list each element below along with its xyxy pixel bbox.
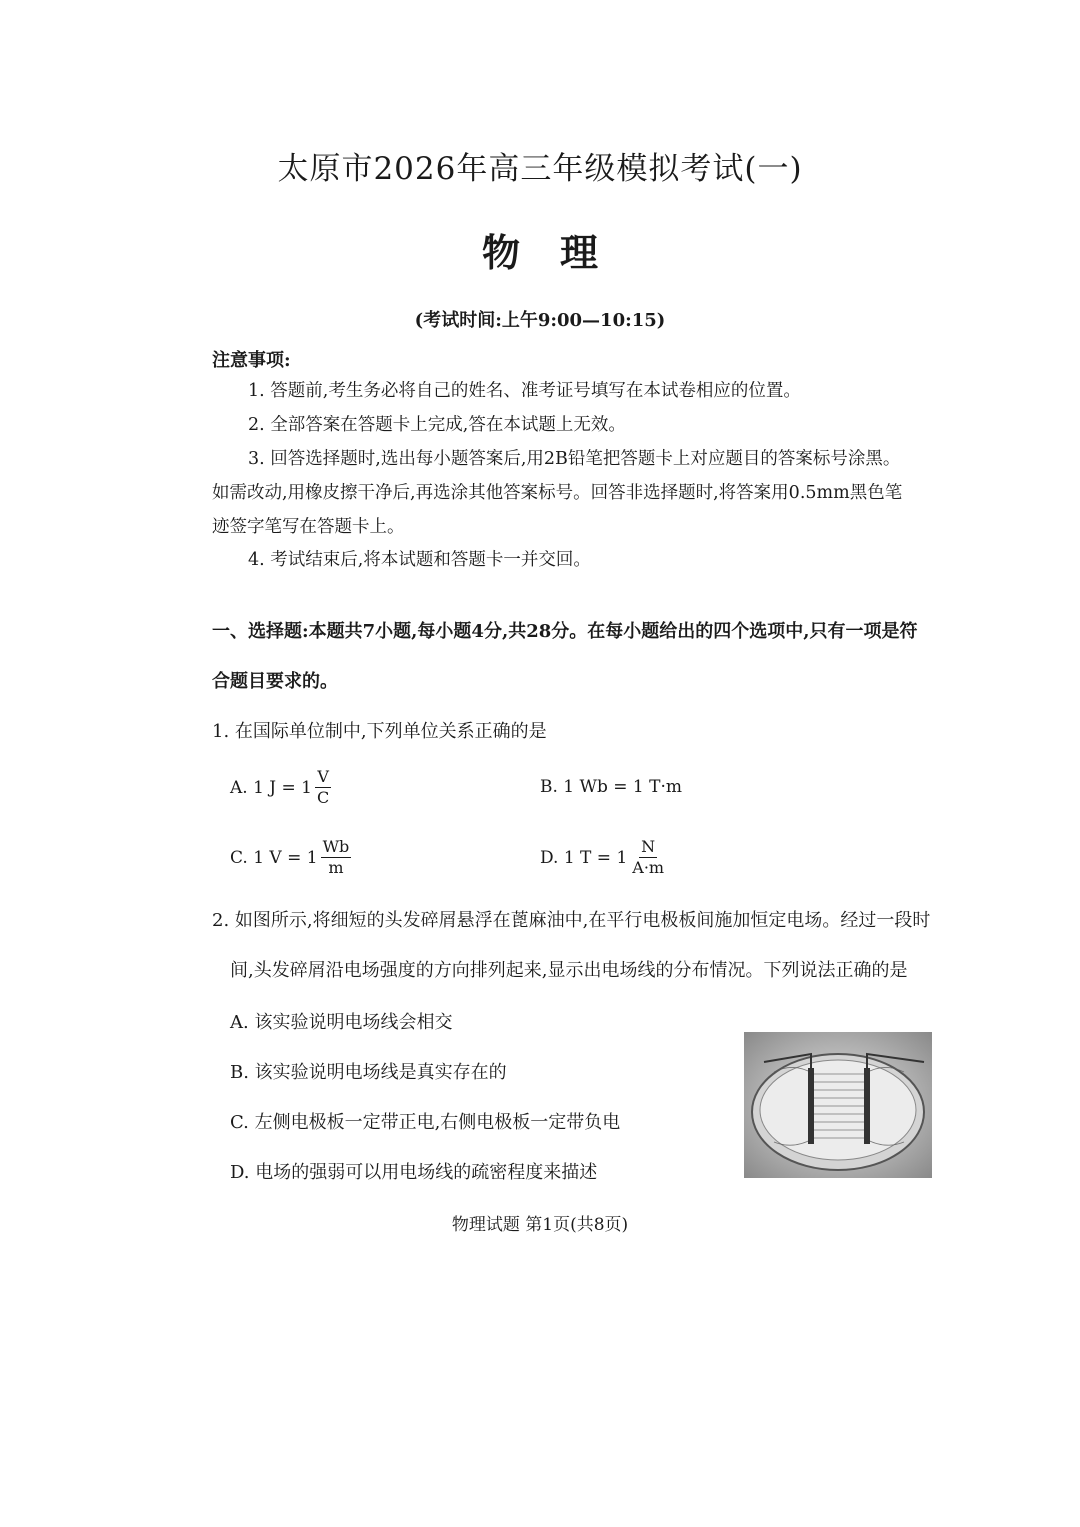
notice-item: 如需改动,用橡皮擦干净后,再选涂其他答案标号。回答非选择题时,将答案用0.5mm黑色笔 — [212, 483, 903, 503]
numerator: N — [641, 837, 656, 856]
denominator: C — [317, 788, 330, 807]
question-2-stem: 2. 如图所示,将细短的头发碎屑悬浮在蓖麻油中,在平行电极板间施加恒定电场。经过一段时 — [212, 910, 931, 931]
fraction — [321, 837, 352, 878]
notice-item: 4. 考试结束后,将本试题和答题卡一并交回。 — [248, 550, 591, 570]
question-2-stem-cont: 间,头发碎屑沿电场强度的方向排列起来,显示出电场线的分布情况。下列说法正确的是 — [230, 960, 908, 981]
notice-item: 迹签字笔写在答题卡上。 — [212, 517, 405, 537]
q2-option-a: A. 该实验说明电场线会相交 — [230, 1012, 453, 1033]
fraction — [315, 767, 331, 808]
notice-title: 注意事项: — [212, 350, 291, 371]
option-text: D. 1 T = 1 — [540, 847, 628, 868]
q1-option-b — [540, 777, 682, 797]
q2-option-c: C. 左侧电极板一定带正电,右侧电极板一定带负电 — [230, 1112, 621, 1133]
fraction — [630, 837, 666, 878]
experiment-photo — [744, 1032, 932, 1178]
exam-time: (考试时间:上午9:00—10:15) — [414, 310, 666, 331]
option-text: B. 1 Wb = 1 T·m — [540, 777, 683, 797]
option-text: C. 1 V = 1 — [230, 847, 318, 868]
subject-title: 物理 — [481, 230, 638, 275]
section-heading: 一、选择题:本题共7小题,每小题4分,共28分。在每小题给出的四个选项中,只有一项是符 — [212, 621, 918, 642]
q2-option-b: B. 该实验说明电场线是真实存在的 — [230, 1062, 507, 1083]
q1-option-c — [230, 837, 351, 878]
exam-title: 太原市2026年高三年级模拟考试(一) — [277, 151, 803, 187]
denominator: A·m — [632, 858, 665, 877]
page-footer: 物理试题 第1页(共8页) — [451, 1215, 629, 1235]
q1-option-a — [230, 767, 331, 808]
section-heading-cont: 合题目要求的。 — [212, 671, 338, 692]
notice-item: 2. 全部答案在答题卡上完成,答在本试题上无效。 — [248, 415, 626, 435]
q1-option-d — [540, 837, 666, 878]
question-1-stem: 1. 在国际单位制中,下列单位关系正确的是 — [212, 721, 547, 742]
numerator: V — [317, 767, 329, 786]
option-text: A. 1 J = 1 — [230, 777, 312, 798]
numerator: Wb — [322, 837, 350, 856]
notice-item: 3. 回答选择题时,选出每小题答案后,用2B铅笔把答题卡上对应题目的答案标号涂黑。 — [248, 449, 901, 469]
q2-option-d: D. 电场的强弱可以用电场线的疏密程度来描述 — [230, 1162, 598, 1183]
denominator: m — [328, 858, 344, 877]
notice-item: 1. 答题前,考生务必将自己的姓名、准考证号填写在本试卷相应的位置。 — [248, 381, 801, 401]
